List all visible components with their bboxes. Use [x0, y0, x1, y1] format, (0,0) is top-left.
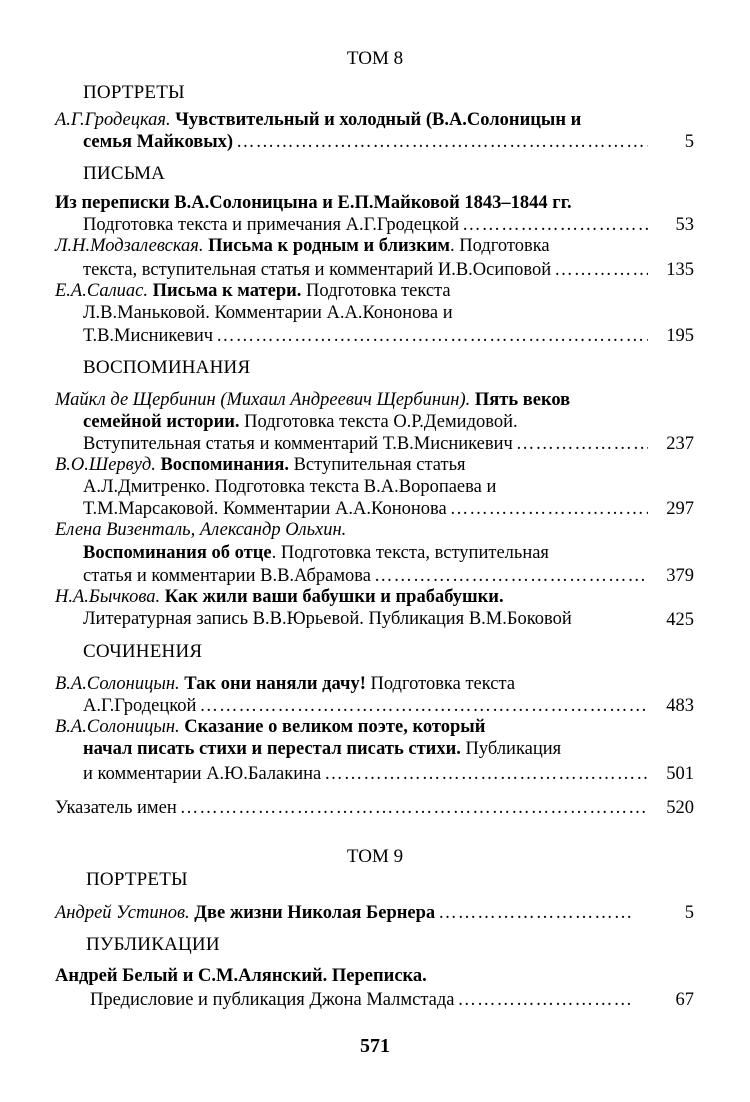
entry-details: Публикация: [460, 739, 562, 759]
entry-details: А.Г.Гродецкой: [83, 696, 197, 716]
entry-title: Андрей Белый и С.М.Алянский. Переписка.: [55, 966, 427, 986]
page-ref: 5: [684, 132, 694, 152]
entry-details: Вступительная статья: [288, 455, 466, 475]
section-heading-letters: ПИСЬМА: [83, 163, 166, 184]
entry-author: Елена Визенталь, Александр Ольхин.: [55, 520, 347, 540]
entry-details: . Подготовка текста, вступительная: [271, 543, 549, 563]
leader-dots: [513, 433, 648, 455]
page-ref: 135: [666, 260, 694, 280]
volume-8-title: ТОМ 8: [346, 48, 404, 69]
leader-dots: [196, 695, 648, 717]
index-label: Указатель имен: [55, 798, 177, 818]
volume-9-title: ТОМ 9: [346, 846, 404, 867]
entry-author: В.А.Солоницын.: [55, 717, 180, 737]
entry-details: текста, вступительная статья и комментарий И.В.Осиповой: [83, 260, 552, 280]
leader-dots: [321, 763, 648, 785]
page-ref: 425: [666, 610, 694, 630]
page-ref: 5: [684, 903, 694, 923]
section-heading-portraits: ПОРТРЕТЫ: [83, 82, 185, 103]
entry-details: Вступительная статья и комментарий Т.В.Мисникевич: [83, 434, 513, 454]
entry-author: В.А.Солоницын.: [55, 674, 180, 694]
entry-title: Чувствительный и холодный (В.А.Солоницын и: [175, 110, 582, 130]
entry-details: и комментарии А.Ю.Балакина: [83, 764, 322, 784]
entry-author: Е.А.Салиас.: [55, 281, 148, 301]
leader-dots: [233, 131, 648, 153]
entry-details: Подготовка текста: [365, 674, 516, 694]
entry-title: Воспоминания об отце: [83, 543, 272, 563]
entry-title: Письма к родным и близким: [208, 236, 450, 256]
entry-title: Так они наняли дачу!: [184, 674, 366, 694]
page-ref: 297: [666, 499, 694, 519]
entry-title: Письма к матери.: [152, 281, 302, 301]
entry-title: Из переписки В.А.Солоницына и Е.П.Майковой 1843–1844 гг.: [55, 193, 572, 213]
entry-details: Т.В.Мисникевич: [83, 326, 214, 346]
entry-author: В.О.Шервуд.: [55, 455, 156, 475]
page-ref: 501: [666, 764, 694, 784]
leader-dots: [551, 259, 648, 281]
entry-author: Л.Н.Модзалевская.: [55, 236, 204, 256]
entry-author: Андрей Устинов.: [55, 903, 190, 923]
entry-details: А.Л.Дмитренко. Подготовка текста В.А.Воропаева и: [83, 477, 497, 497]
entry-details: Т.М.Марсаковой. Комментарии А.А.Кононова: [83, 499, 447, 519]
page-ref: 483: [666, 696, 694, 716]
leader-dots: [435, 902, 635, 924]
leader-dots: [459, 214, 648, 236]
section-heading-memoirs: ВОСПОМИНАНИЯ: [83, 357, 251, 378]
entry-title-cont: начал писать стихи и перестал писать стихи.: [83, 739, 461, 759]
leader-dots: [213, 325, 648, 347]
leader-dots: [454, 989, 635, 1011]
entry-title: Как жили ваши бабушки и прабабушки.: [164, 587, 504, 607]
entry-details: Подготовка текста О.Р.Демидовой.: [239, 412, 518, 432]
entry-title: Пять веков: [474, 390, 571, 410]
page-ref: 237: [666, 434, 694, 454]
leader-dots: [177, 797, 648, 819]
page-ref: 195: [666, 326, 694, 346]
leader-dots: [371, 565, 648, 587]
entry-details: Литературная запись В.В.Юрьевой. Публикация В.М.Боковой: [83, 609, 572, 629]
entry-title: Две жизни Николая Бернера: [194, 903, 436, 923]
entry-details: статья и комментарии В.В.Абрамова: [83, 566, 371, 586]
entry-title: Сказание о великом поэте, который: [184, 717, 486, 737]
entry-title: Воспоминания.: [160, 455, 289, 475]
page-ref: 53: [675, 215, 694, 235]
entry-title-cont: семья Майковых): [83, 132, 234, 152]
entry-details: Подготовка текста: [301, 281, 451, 301]
entry-author: Н.А.Бычкова.: [55, 587, 161, 607]
section-heading-portraits: ПОРТРЕТЫ: [86, 869, 188, 890]
entry-details: Л.В.Маньковой. Комментарии А.А.Кононова и: [83, 303, 453, 323]
page-ref: 379: [666, 566, 694, 586]
entry-details: Подготовка текста и примечания А.Г.Гродецкой: [83, 215, 460, 235]
page-ref: 520: [666, 798, 694, 818]
page-ref: 67: [675, 990, 694, 1010]
entry-details: . Подготовка: [450, 236, 550, 256]
entry-title-cont: семейной истории.: [83, 412, 240, 432]
page-number: 571: [360, 1035, 390, 1057]
section-heading-publications: ПУБЛИКАЦИИ: [86, 934, 220, 955]
leader-dots: [447, 498, 648, 520]
entry-author: Майкл де Щербинин (Михаил Андреевич Щербинин).: [55, 390, 471, 410]
section-heading-works: СОЧИНЕНИЯ: [83, 641, 203, 662]
entry-details: Предисловие и публикация Джона Малмстада: [90, 990, 455, 1010]
entry-author: А.Г.Гродецкая.: [55, 110, 171, 130]
